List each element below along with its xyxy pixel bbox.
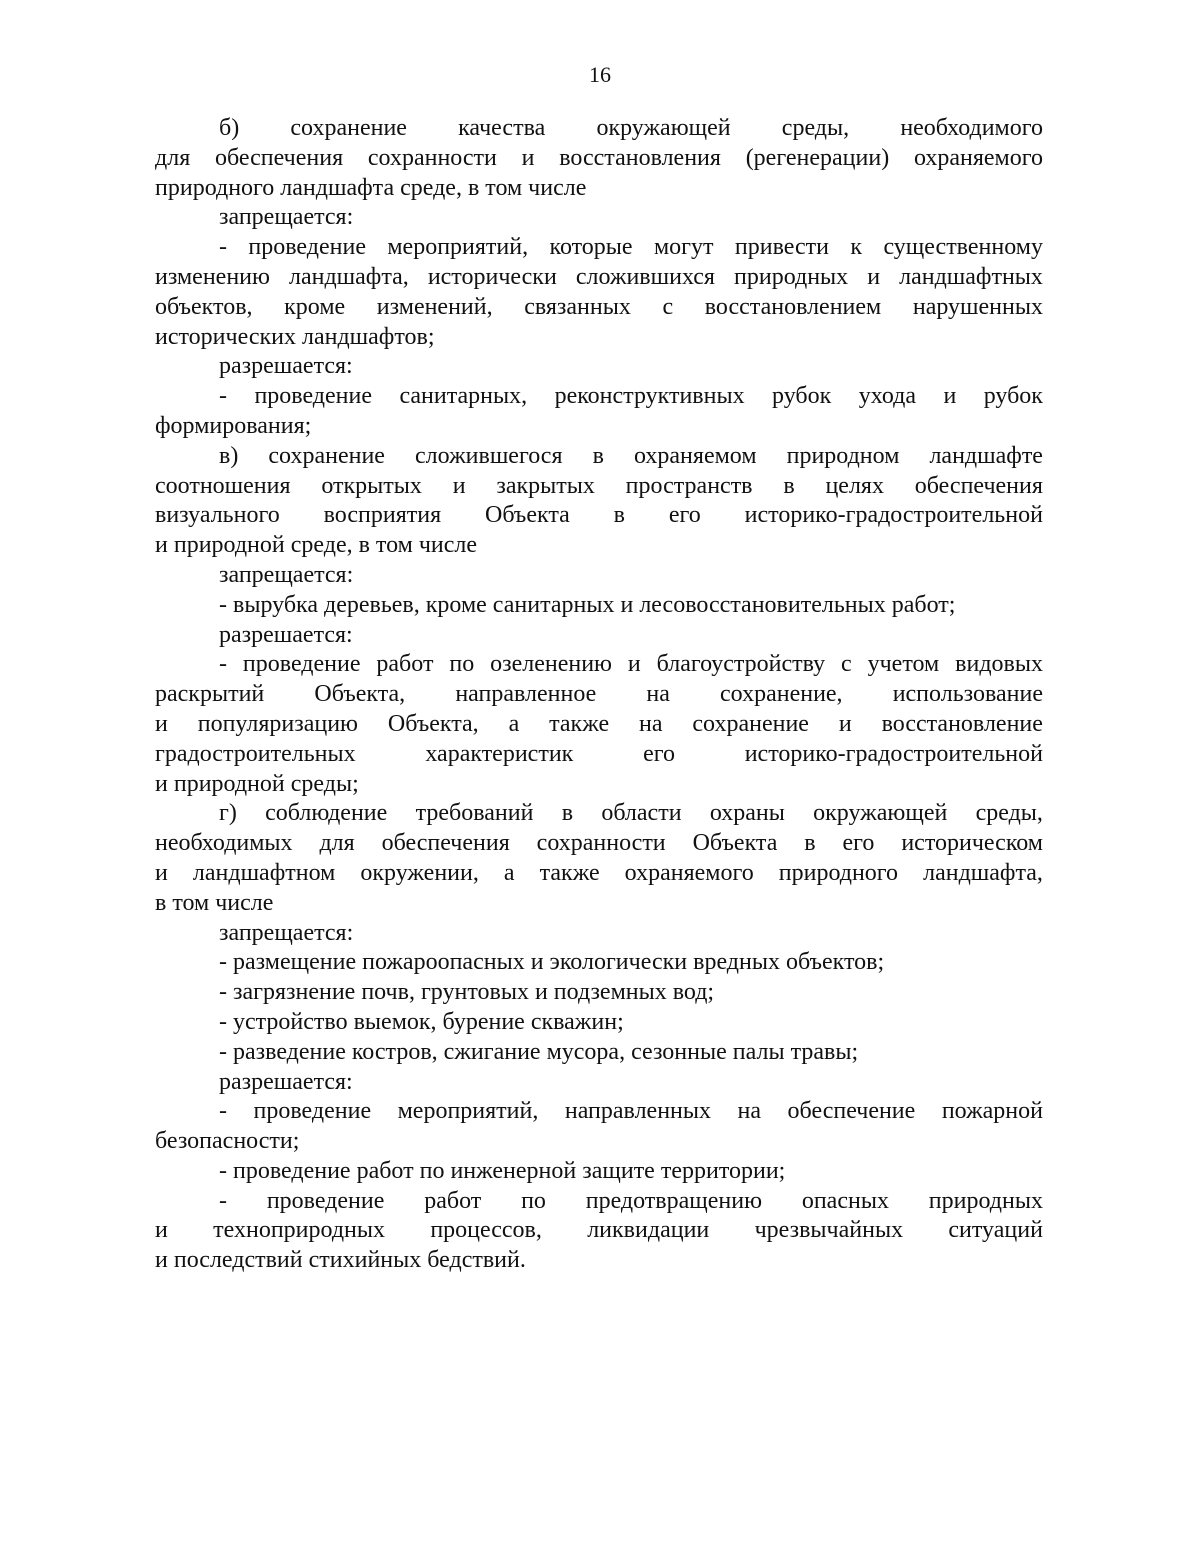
word: сохранности [536,830,666,857]
word: которые [549,234,633,261]
word: ландшафта, [288,263,409,290]
word: природных [928,1187,1043,1214]
word: изменений, [376,293,493,320]
word: по [521,1187,546,1214]
text-line: природного ландшафта среде, в том числе [155,174,587,201]
word: в) [219,442,239,469]
word: направленных [564,1098,712,1125]
word: техноприродных [213,1217,385,1244]
word: - [219,383,227,410]
word: (регенерации) [745,144,890,171]
word: г) [219,800,237,827]
word: окружающей [813,800,948,827]
text-line [155,382,1043,412]
word: работ [424,1187,482,1214]
word: восстановление [881,710,1043,737]
word: природном [786,442,900,469]
word: характеристик [425,740,574,767]
word: обеспечения [381,830,510,857]
word: необходимых [155,830,293,857]
word: а [508,710,520,737]
word: опасных [801,1187,889,1214]
word: кроме [284,293,346,320]
text-line [155,442,1043,472]
word: нарушенных [912,293,1043,320]
text-line [155,293,1043,323]
text-line: и природной среды; [155,770,359,797]
word: направленное [455,681,597,708]
word: - [219,1098,227,1125]
word: привести [734,234,830,261]
text-line [155,233,1043,263]
text-line [155,1216,1043,1246]
word: качества [458,115,546,141]
word: охраны [709,800,785,827]
word: проведение [242,651,361,678]
word: ландшафтном [192,859,336,886]
word: и [155,1217,168,1244]
word: реконструктивных [554,383,745,410]
document-body [155,114,1043,1276]
word: природных [734,263,849,290]
word: объектов, [155,293,253,320]
word: благоустройству [656,651,826,678]
word: пожарной [941,1098,1043,1125]
word: процессов, [430,1217,542,1244]
word: охраняемого [624,859,754,886]
word: могут [653,234,714,261]
text-line: - проведение работ по инженерной защите территории; [219,1157,786,1184]
text-line: - вырубка деревьев, кроме санитарных и лесовосстановительных работ; [219,591,956,618]
text-line [155,799,1043,829]
word: ликвидации [587,1217,710,1244]
text-line: формирования; [155,412,312,439]
text-line [155,650,1043,680]
text-line [155,829,1043,859]
word: санитарных, [399,383,528,410]
text-line [155,114,1043,144]
text-line: запрещается: [219,919,354,946]
word: проведение [253,1098,372,1125]
word: проведение [266,1187,385,1214]
word: связанных [524,293,631,320]
word: чрезвычайных [754,1217,904,1244]
word: сложившегося [415,442,563,469]
word: соблюдение [265,800,388,827]
word: на [646,681,670,708]
text-line [155,472,1043,502]
word: ландшафтных [899,263,1043,290]
word: сложившихся [575,263,715,290]
word: его [842,830,875,857]
word: для [319,830,355,857]
word: ландшафта, [923,859,1043,886]
text-line: в том числе [155,889,274,916]
word: окружении, [360,859,479,886]
word: и [943,383,957,410]
word: в [592,442,604,469]
word: Объекта, [387,710,479,737]
word: в [804,830,816,857]
word: - [219,1187,227,1214]
word: в [613,502,625,529]
word: историческом [901,830,1043,857]
word: изменению [155,263,270,290]
text-line [155,859,1043,889]
word: градостроительных [155,740,356,767]
word: существенному [883,234,1043,261]
word: и [521,144,535,171]
word: б) [219,115,240,141]
word: сохранение [290,115,407,141]
word: целях [825,472,884,499]
word: охраняемом [634,442,757,469]
word: проведение [248,234,366,261]
text-line [155,710,1043,740]
word: историко-градостроительной [744,502,1043,529]
text-line: - размещение пожароопасных и экологически вредных объектов; [219,949,885,976]
word: сохранение [692,710,809,737]
word: обеспечения [914,472,1043,499]
word: закрытых [496,472,595,499]
word: в [783,472,795,499]
word: и [867,263,881,290]
text-line: разрешается: [219,621,353,648]
word: учетом [867,651,940,678]
word: озеленению [490,651,612,678]
text-line: разрешается: [219,1068,353,1095]
word: раскрытий [155,681,265,708]
text-line: безопасности; [155,1128,300,1155]
word: необходимого [900,115,1043,141]
word: ландшафте [929,442,1043,469]
word: восстановлением [704,293,882,320]
text-line: и природной среде, в том числе [155,532,478,559]
word: также [539,859,600,886]
word: работ [376,651,434,678]
word: обеспечения [214,144,344,171]
word: и [838,710,852,737]
text-line [155,1097,1043,1127]
word: Объекта [692,830,778,857]
text-line: - загрязнение почв, грунтовых и подземных вод; [219,979,715,1006]
word: также [549,710,610,737]
word: исторически [427,263,557,290]
text-line: - устройство выемок, бурение скважин; [219,1008,624,1035]
word: для [155,144,191,171]
word: - [219,234,227,261]
word: к [850,234,863,261]
word: сохранение, [720,681,843,708]
word: его [668,502,701,529]
word: с [662,293,674,320]
word: на [737,1098,762,1125]
word: проведение [254,383,373,410]
word: обеспечение [787,1098,916,1125]
word: мероприятий, [387,234,529,261]
word: и [155,710,168,737]
word: ухода [858,383,916,410]
word: и [627,651,641,678]
text-line: разрешается: [219,353,353,380]
word: области [601,800,682,827]
word: - [219,651,227,678]
word: предотвращению [585,1187,763,1214]
word: Объекта [484,502,570,529]
text-line [155,1187,1043,1217]
text-line [155,740,1043,770]
word: мероприятий, [397,1098,539,1125]
word: соотношения [155,472,291,499]
word: историко-градостроительной [744,740,1043,767]
text-line: и последствий стихийных бедствий. [155,1247,526,1274]
word: открытых [321,472,422,499]
word: использование [892,681,1043,708]
word: рубок [983,383,1043,410]
word: на [639,710,663,737]
word: и [155,859,168,886]
word: окружающей [596,115,731,141]
word: его [643,740,675,767]
word: восприятия [323,502,442,529]
word: среды, [781,115,850,141]
text-line [155,263,1043,293]
word: природного [778,859,899,886]
word: популяризацию [197,710,358,737]
word: охраняемого [913,144,1043,171]
text-line [155,680,1043,710]
word: восстановления [559,144,721,171]
text-line: исторических ландшафтов; [155,323,435,350]
word: требований [415,800,534,827]
word: по [449,651,475,678]
text-line: запрещается: [219,561,354,588]
word: сохранности [367,144,497,171]
text-line: - разведение костров, сжигание мусора, сезонные палы травы; [219,1038,859,1065]
word: визуального [155,502,280,529]
word: ситуаций [948,1217,1043,1244]
word: в [561,800,574,827]
page-number: 16 [589,62,611,87]
word: видовых [955,651,1043,678]
word: а [503,859,515,886]
word: среды, [975,800,1043,827]
text-line: запрещается: [219,204,354,231]
text-line [155,501,1043,531]
word: рубок [772,383,832,410]
text-line [155,144,1043,174]
word: и [452,472,466,499]
word: пространств [625,472,753,499]
word: Объекта, [314,681,406,708]
word: сохранение [268,442,385,469]
word: с [841,651,852,678]
